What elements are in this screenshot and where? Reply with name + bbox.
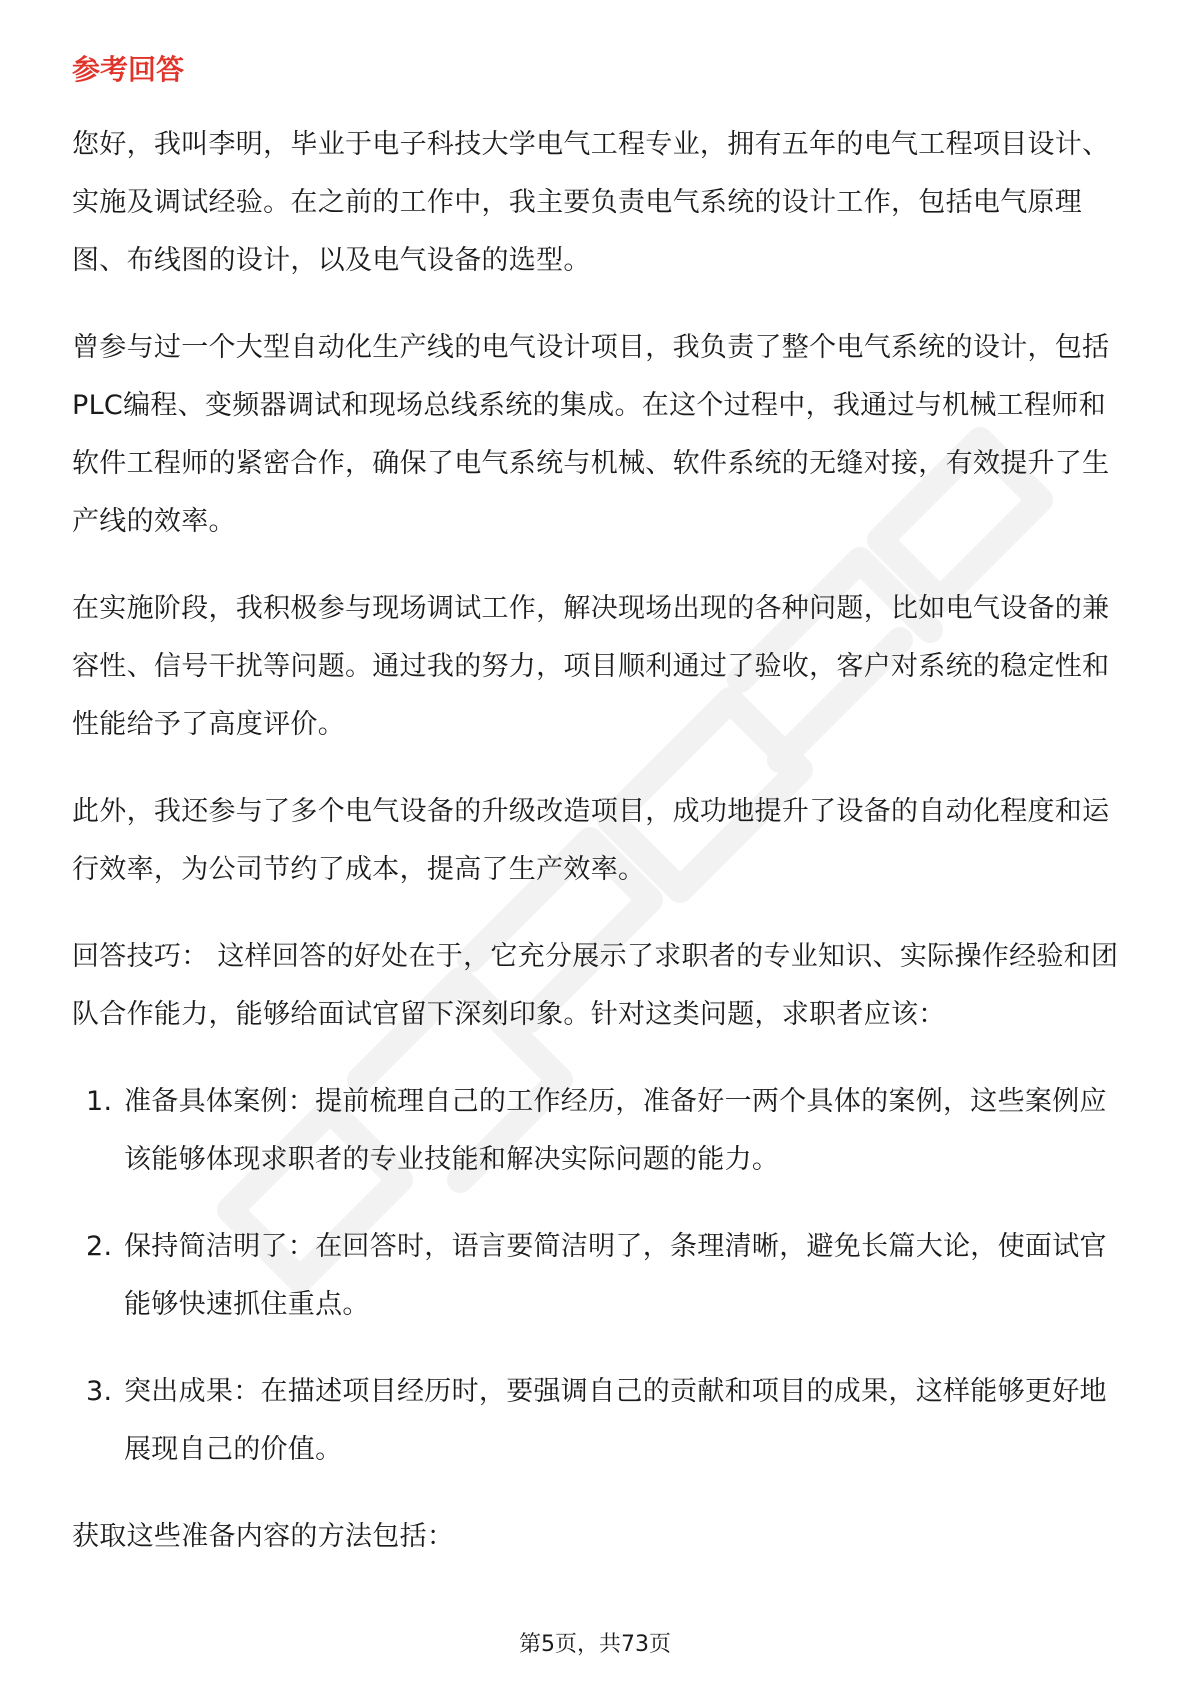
paragraph-implementation: 在实施阶段，我积极参与现场调试工作，解决现场出现的各种问题，比如电气设备的兼容性、信号干扰等问题。通过我的努力，项目顺利通过了验收，客户对系统的稳定性和性能给予了高度评价。 — [72, 593, 1110, 740]
list-item-number: 1. — [86, 1086, 113, 1117]
page-number: 第5页，共73页 — [519, 1632, 671, 1657]
list-item-number: 2. — [86, 1231, 113, 1262]
paragraph-additional: 此外，我还参与了多个电气设备的升级改造项目，成功地提升了设备的自动化程度和运行效率，为公司节约了成本，提高了生产效率。 — [72, 796, 1110, 885]
list-item-text: 保持简洁明了：在回答时，语言要简洁明了，条理清晰，避免长篇大论，使面试官能够快速抓住重点。 — [124, 1231, 1107, 1320]
tips-intro: 回答技巧： 这样回答的好处在于，它充分展示了求职者的专业知识、实际操作经验和团队合作能力，能够给面试官留下深刻印象。针对这类问题，求职者应该： — [72, 941, 1119, 1030]
list-item — [72, 1363, 1120, 1479]
list-item-number: 3. — [86, 1376, 113, 1407]
list-item-text: 准备具体案例：提前梳理自己的工作经历，准备好一两个具体的案例，这些案例应该能够体现求职者的专业技能和解决实际问题的能力。 — [124, 1086, 1107, 1175]
tips-list — [72, 1073, 1120, 1479]
section-heading: 参考回答 — [72, 53, 185, 86]
paragraph-intro: 您好，我叫李明，毕业于电子科技大学电气工程专业，拥有五年的电气工程项目设计、实施及调试经验。在之前的工作中，我主要负责电气系统的设计工作，包括电气原理图、布线图的设计，以及电气设备的选型。 — [72, 129, 1110, 276]
list-item — [72, 1073, 1120, 1189]
paragraph-project: 曾参与过一个大型自动化生产线的电气设计项目，我负责了整个电气系统的设计，包括PLC编程、变频器调试和现场总线系统的集成。在这个过程中，我通过与机械工程师和软件工程师的紧密合作，确保了电气系统与机械、软件系统的无缝对接，有效提升了生产线的效率。 — [72, 332, 1110, 537]
main-content — [72, 116, 1120, 1595]
list-item-text: 突出成果：在描述项目经历时，要强调自己的贡献和项目的成果，这样能够更好地展现自己的价值。 — [124, 1376, 1107, 1465]
list-item — [72, 1218, 1120, 1334]
closing-line: 获取这些准备内容的方法包括： — [72, 1521, 455, 1552]
